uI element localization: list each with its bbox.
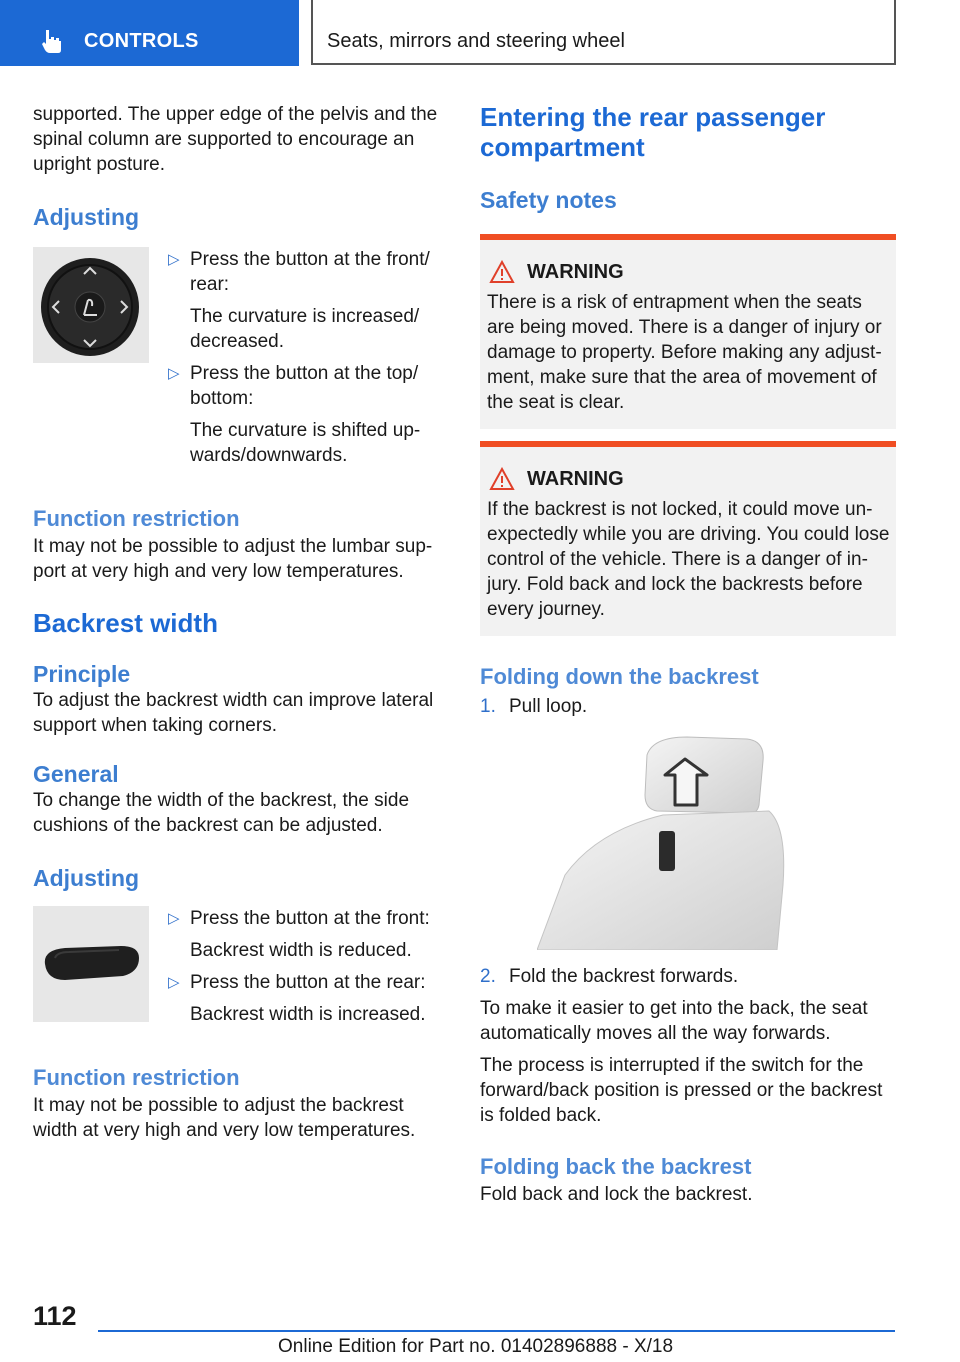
section-title: CONTROLS	[84, 30, 199, 52]
lumbar-control-icon	[33, 247, 149, 363]
warning-title-text: WARNING	[527, 467, 624, 490]
list-item	[168, 361, 445, 468]
entering-rear-heading: Entering the rear passenger compartment	[480, 102, 826, 162]
step-number: 2.	[480, 966, 496, 987]
triangle-bullet-icon: ▷	[168, 251, 180, 268]
width-control-icon	[33, 906, 149, 1022]
adjusting-heading-1: Adjusting	[33, 204, 140, 230]
page-number: 112	[33, 1301, 77, 1331]
footer-rule	[98, 1330, 895, 1332]
principle-heading: Principle	[33, 661, 131, 687]
width-control-photo	[33, 906, 149, 1022]
principle-text: To adjust the backrest width can improve lateral support when taking corners.	[33, 690, 434, 736]
function-restriction-text-1: It may not be possible to adjust the lumbar sup- port at very high and very low temperatures.	[33, 536, 433, 582]
warning-triangle-icon	[489, 260, 515, 284]
function-restriction-heading-2: Function restriction	[33, 1065, 240, 1090]
list-item-subtext: The curvature is shifted up- wards/downwards.	[190, 420, 421, 466]
section-tab	[0, 0, 299, 66]
step-text: Fold the backrest forwards.	[509, 966, 739, 987]
triangle-bullet-icon: ▷	[168, 974, 180, 991]
folding-back-heading: Folding back the backrest	[480, 1154, 752, 1179]
hand-pointer-icon	[40, 28, 64, 54]
auto-move-text: To make it easier to get into the back, the seat automatically moves all the way forwards.	[480, 998, 868, 1044]
warning-text: If the backrest is not locked, it could move un- expectedly while you are driving. You could lose control of the vehicle. There is a danger of in- jury. Fold back and lock the backrests before every journey.	[487, 499, 890, 620]
interrupt-text: The process is interrupted if the switch for the forward/back position is pressed or the backrest is folded back.	[480, 1055, 883, 1126]
triangle-bullet-icon: ▷	[168, 910, 180, 927]
function-restriction-text-2: It may not be possible to adjust the backrest width at very high and very low temperatures.	[33, 1095, 416, 1141]
list-item	[168, 970, 445, 1027]
triangle-bullet-icon: ▷	[168, 365, 180, 382]
folding-down-heading: Folding down the backrest	[480, 664, 759, 689]
list-item-subtext: Backrest width is increased.	[190, 1004, 426, 1025]
list-item-text: Press the button at the rear:	[190, 972, 426, 993]
width-adjust-list	[168, 906, 445, 1027]
seat-backrest-illustration	[537, 735, 792, 950]
warning-text: There is a risk of entrapment when the seats are being moved. There is a danger of injury or damage to property. Before making any adjust- ment, make sure that the area of movement of the seat is clear.	[487, 292, 882, 413]
warning-title	[487, 260, 890, 284]
adjusting-heading-2: Adjusting	[33, 865, 140, 891]
general-text: To change the width of the backrest, the side cushions of the backrest can be adjusted.	[33, 790, 410, 836]
list-item-subtext: Backrest width is reduced.	[190, 940, 412, 961]
safety-notes-heading: Safety notes	[480, 187, 617, 213]
function-restriction-heading-1: Function restriction	[33, 506, 240, 531]
chapter-title: Seats, mirrors and steering wheel	[327, 30, 625, 52]
step-item	[480, 964, 896, 989]
list-item-text: Press the button at the front/ rear:	[190, 249, 430, 295]
edition-text: Online Edition for Part no. 01402896888 - X/18	[278, 1336, 674, 1357]
warning-title	[487, 467, 890, 491]
list-item	[168, 906, 445, 963]
warning-box-1	[480, 234, 896, 429]
warning-triangle-icon	[489, 467, 515, 491]
step-text: Pull loop.	[509, 696, 588, 717]
list-item-text: Press the button at the top/ bottom:	[190, 363, 419, 409]
list-item-text: Press the button at the front:	[190, 908, 430, 929]
lumbar-adjust-row	[33, 247, 445, 468]
step-number: 1.	[480, 696, 496, 717]
lumbar-control-photo	[33, 247, 149, 363]
right-column	[480, 102, 896, 1207]
warning-box-2	[480, 441, 896, 636]
width-adjust-row	[33, 906, 445, 1027]
step-item	[480, 694, 896, 719]
list-item	[168, 247, 445, 354]
intro-text: supported. The upper edge of the pelvis and the spinal column are supported to encourage an upright posture.	[33, 104, 438, 175]
folding-back-text: Fold back and lock the backrest.	[480, 1184, 753, 1205]
pull-loop-figure	[537, 735, 792, 950]
lumbar-adjust-list	[168, 247, 445, 468]
general-heading: General	[33, 761, 119, 787]
warning-title-text: WARNING	[527, 260, 624, 283]
backrest-width-heading: Backrest width	[33, 608, 218, 638]
list-item-subtext: The curvature is increased/ decreased.	[190, 306, 420, 352]
left-column	[33, 102, 445, 1143]
